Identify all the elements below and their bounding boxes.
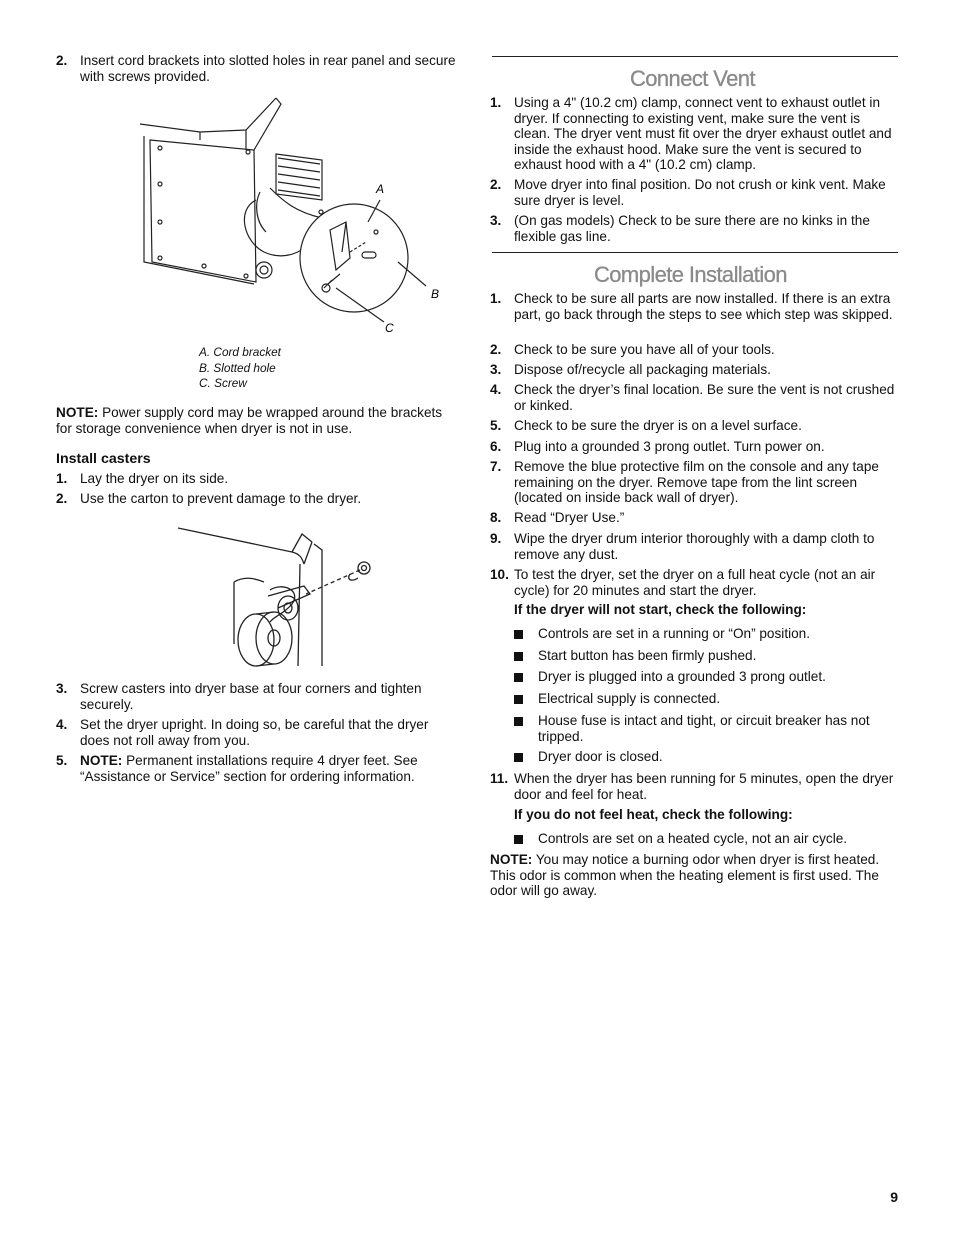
no-heat-checklist-heading: If you do not feel heat, check the following: bbox=[514, 807, 793, 822]
complete-step-4 bbox=[490, 382, 898, 413]
complete-step-9 bbox=[490, 531, 898, 562]
casters-step-5 bbox=[56, 753, 461, 784]
step-number: 3. bbox=[490, 213, 502, 228]
install-casters-heading: Install casters bbox=[56, 451, 151, 467]
section-divider bbox=[492, 252, 898, 253]
caption-cord-bracket: A. Cord bracket bbox=[199, 345, 281, 359]
figure-label-a: A bbox=[376, 182, 385, 196]
complete-step-6 bbox=[490, 439, 898, 455]
vent-step-2 bbox=[490, 177, 898, 208]
step-text: To test the dryer, set the dryer on a full heat cycle (not an air cycle) for 20 minutes and start the dryer. bbox=[514, 567, 876, 598]
complete-step-11 bbox=[490, 771, 898, 802]
casters-step-3 bbox=[56, 681, 461, 712]
caster-illustration bbox=[174, 524, 386, 674]
step-text: Check to be sure all parts are now installed. If there is an extra part, go back through the steps to see which step was skipped. bbox=[514, 291, 893, 322]
checklist-item bbox=[514, 669, 898, 685]
complete-step-2 bbox=[490, 342, 898, 358]
step-text: (On gas models) Check to be sure there are no kinks in the flexible gas line. bbox=[514, 213, 870, 244]
page-number: 9 bbox=[890, 1189, 898, 1205]
step-number: 6. bbox=[490, 439, 502, 454]
power-cord-note bbox=[56, 405, 461, 436]
step-text: Move dryer into final position. Do not crush or kink vent. Make sure dryer is level. bbox=[514, 177, 886, 208]
checklist-text: Controls are set on a heated cycle, not an air cycle. bbox=[538, 831, 848, 846]
no-start-checklist-heading: If the dryer will not start, check the following: bbox=[514, 602, 807, 617]
cord-bracket-illustration bbox=[136, 92, 440, 342]
checklist-item bbox=[514, 713, 898, 744]
note-text: Permanent installations require 4 dryer feet. See “Assistance or Service” section for ordering information. bbox=[80, 753, 418, 784]
complete-installation-heading: Complete Installation bbox=[594, 262, 787, 287]
step-number: 4. bbox=[490, 382, 502, 397]
note-label: NOTE: bbox=[490, 852, 533, 867]
note-label: NOTE: bbox=[56, 405, 99, 420]
caption-screw: C. Screw bbox=[199, 376, 247, 391]
section-divider bbox=[492, 56, 898, 57]
note-text: You may notice a burning odor when dryer is first heated. This odor is common when the heating element is first used. The odor will go away. bbox=[490, 852, 880, 899]
step-number: 3. bbox=[56, 681, 68, 696]
note-label: NOTE: bbox=[80, 753, 123, 768]
bullet-square-icon bbox=[514, 717, 523, 726]
figure-captions bbox=[199, 345, 281, 392]
step-text: Lay the dryer on its side. bbox=[80, 471, 229, 486]
step-number: 8. bbox=[490, 510, 502, 525]
step-text: When the dryer has been running for 5 minutes, open the dryer door and feel for heat. bbox=[514, 771, 894, 802]
checklist-text: Electrical supply is connected. bbox=[538, 691, 721, 706]
checklist-text: Dryer is plugged into a grounded 3 prong outlet. bbox=[538, 669, 826, 684]
complete-step-7 bbox=[490, 459, 898, 506]
step-text: Use the carton to prevent damage to the dryer. bbox=[80, 491, 362, 506]
step-number: 2. bbox=[56, 491, 68, 506]
step-number: 7. bbox=[490, 459, 502, 474]
vent-step-1 bbox=[490, 95, 898, 173]
step-text: Check to be sure you have all of your tools. bbox=[514, 342, 775, 357]
bullet-square-icon bbox=[514, 835, 523, 844]
step-number: 4. bbox=[56, 717, 68, 732]
checklist-item bbox=[514, 626, 898, 642]
casters-step-2 bbox=[56, 491, 461, 507]
step-number: 2. bbox=[490, 177, 502, 192]
step-text: Screw casters into dryer base at four corners and tighten securely. bbox=[80, 681, 422, 712]
checklist-text: House fuse is intact and tight, or circuit breaker has not tripped. bbox=[538, 713, 870, 744]
complete-step-3 bbox=[490, 362, 898, 378]
caption-slotted-hole: B. Slotted hole bbox=[199, 360, 276, 375]
bullet-square-icon bbox=[514, 630, 523, 639]
checklist-text: Dryer door is closed. bbox=[538, 749, 663, 764]
complete-step-8 bbox=[490, 510, 898, 526]
checklist-text: Start button has been firmly pushed. bbox=[538, 648, 757, 663]
step-text: Check to be sure the dryer is on a level surface. bbox=[514, 418, 802, 433]
complete-step-1 bbox=[490, 291, 898, 322]
step-text: Insert cord brackets into slotted holes in rear panel and secure with screws provided. bbox=[80, 53, 456, 84]
step-text: Using a 4" (10.2 cm) clamp, connect vent to exhaust outlet in dryer. If connecting to existing vent, make sure the vent is clean. The dryer vent must fit over the dryer exhaust outlet and inside the exhaust hood. Make sure the vent is secured to exhaust hood with a 4" (10.2 cm) clamp. bbox=[514, 95, 892, 173]
checklist-item bbox=[514, 831, 898, 847]
vent-step-3 bbox=[490, 213, 898, 244]
checklist-text: Controls are set in a running or “On” position. bbox=[538, 626, 811, 641]
figure-label-b: B bbox=[431, 287, 440, 301]
step-text: Remove the blue protective film on the console and any tape remaining on the dryer. Remove tape from the lint screen (located on inside back wall of dryer). bbox=[514, 459, 879, 506]
step-text: Wipe the dryer drum interior thoroughly with a damp cloth to remove any dust. bbox=[514, 531, 875, 562]
step-number: 2. bbox=[490, 342, 502, 357]
figure-label-c: C bbox=[385, 321, 394, 335]
step-number: 5. bbox=[56, 753, 68, 768]
step-text: Dispose of/recycle all packaging materials. bbox=[514, 362, 771, 377]
checklist-item bbox=[514, 648, 898, 664]
step-text: Plug into a grounded 3 prong outlet. Turn power on. bbox=[514, 439, 825, 454]
casters-step-1 bbox=[56, 471, 461, 487]
step-text: Read “Dryer Use.” bbox=[514, 510, 625, 525]
complete-step-10 bbox=[490, 567, 898, 598]
step-text: Check the dryer’s final location. Be sure the vent is not crushed or kinked. bbox=[514, 382, 895, 413]
bullet-square-icon bbox=[514, 673, 523, 682]
step-number: 5. bbox=[490, 418, 502, 433]
step-number: 9. bbox=[490, 531, 502, 546]
burning-odor-note bbox=[490, 852, 898, 899]
note-text: Power supply cord may be wrapped around the brackets for storage convenience when dryer is not in use. bbox=[56, 405, 443, 436]
step-number: 2. bbox=[56, 53, 68, 68]
step-number: 11. bbox=[490, 771, 509, 786]
bullet-square-icon bbox=[514, 652, 523, 661]
step-number: 1. bbox=[490, 291, 502, 306]
connect-vent-heading: Connect Vent bbox=[630, 66, 755, 91]
bullet-square-icon bbox=[514, 695, 523, 704]
step-insert-cord-brackets bbox=[56, 53, 461, 84]
step-text bbox=[80, 753, 461, 784]
checklist-item bbox=[514, 749, 898, 765]
step-number: 3. bbox=[490, 362, 502, 377]
complete-step-5 bbox=[490, 418, 898, 434]
bullet-square-icon bbox=[514, 753, 523, 762]
checklist-item bbox=[514, 691, 898, 707]
step-number: 10. bbox=[490, 567, 509, 582]
step-text: Set the dryer upright. In doing so, be careful that the dryer does not roll away from you. bbox=[80, 717, 429, 748]
casters-step-4 bbox=[56, 717, 461, 748]
step-number: 1. bbox=[490, 95, 502, 110]
step-number: 1. bbox=[56, 471, 68, 486]
